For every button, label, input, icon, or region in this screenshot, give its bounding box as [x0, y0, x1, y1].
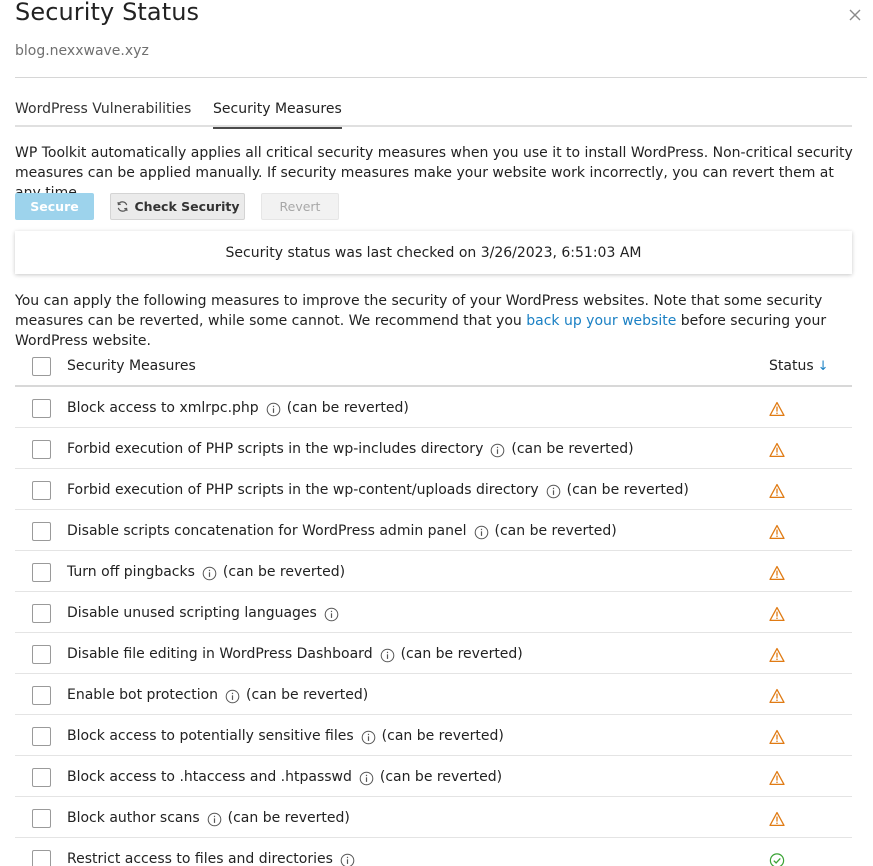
info-text-after: before securing your WordPress website. — [15, 313, 827, 349]
revertible-note: (can be reverted) — [494, 522, 617, 539]
table-row — [15, 756, 852, 797]
row-checkbox[interactable] — [32, 686, 51, 705]
measure-label: Restrict access to files and directories — [67, 850, 333, 866]
warning-icon — [769, 606, 785, 622]
table-row — [15, 592, 852, 633]
warning-icon — [769, 401, 785, 417]
sort-arrow-icon: ↓ — [817, 358, 829, 374]
measure-cell — [67, 715, 504, 756]
close-icon[interactable] — [846, 6, 864, 24]
info-text — [15, 291, 855, 351]
measure-cell — [67, 592, 345, 633]
check-security-button[interactable] — [110, 193, 245, 220]
table-row — [15, 633, 852, 674]
row-checkbox[interactable] — [32, 645, 51, 664]
row-checkbox[interactable] — [32, 481, 51, 500]
measure-label: Block access to potentially sensitive files — [67, 727, 354, 744]
measure-cell — [67, 633, 523, 674]
column-header-status[interactable] — [769, 345, 829, 387]
column-header-measures — [67, 345, 196, 387]
secure-button[interactable]: Secure — [15, 193, 94, 220]
table-row — [15, 797, 852, 838]
info-icon[interactable] — [266, 402, 281, 417]
warning-icon — [769, 524, 785, 540]
measure-label: Disable scripts concatenation for WordPress admin panel — [67, 522, 467, 539]
measure-cell — [67, 674, 368, 715]
column-header-measures-label: Security Measures — [67, 358, 196, 374]
row-checkbox[interactable] — [32, 768, 51, 787]
warning-icon — [769, 688, 785, 704]
security-measures-table — [15, 345, 852, 866]
info-icon[interactable] — [207, 812, 222, 827]
tab-wordpress-vulnerabilities[interactable]: WordPress Vulnerabilities — [15, 101, 192, 117]
measure-label: Disable file editing in WordPress Dashboard — [67, 645, 373, 662]
warning-icon — [769, 647, 785, 663]
refresh-icon — [116, 200, 129, 213]
row-checkbox[interactable] — [32, 399, 51, 418]
table-header — [15, 345, 852, 387]
revert-button[interactable]: Revert — [261, 193, 339, 220]
tab-security-measures[interactable]: Security Measures — [213, 101, 342, 127]
backup-link[interactable]: back up your website — [526, 313, 677, 329]
last-checked-banner — [15, 231, 852, 274]
table-row — [15, 551, 852, 592]
table-row — [15, 838, 852, 866]
tab-bar — [15, 101, 852, 127]
measure-cell — [67, 469, 689, 510]
revertible-note: (can be reverted) — [379, 768, 503, 785]
warning-icon — [769, 811, 785, 827]
info-icon[interactable] — [380, 648, 395, 663]
column-header-status-label: Status — [769, 358, 814, 374]
row-checkbox[interactable] — [32, 440, 51, 459]
info-icon[interactable] — [324, 607, 339, 622]
check-security-label: Check Security — [134, 199, 240, 214]
revertible-note: (can be reverted) — [400, 645, 523, 662]
revertible-note: (can be reverted) — [566, 481, 689, 498]
page-title: Security Status — [15, 0, 200, 26]
measure-cell — [67, 797, 350, 838]
info-icon[interactable] — [490, 443, 505, 458]
table-row — [15, 387, 852, 428]
row-checkbox[interactable] — [32, 850, 51, 866]
measure-label: Block access to xmlrpc.php — [67, 399, 259, 416]
measure-label: Enable bot protection — [67, 686, 219, 703]
info-icon[interactable] — [359, 771, 374, 786]
warning-icon — [769, 770, 785, 786]
revertible-note: (can be reverted) — [222, 563, 346, 580]
revertible-note: (can be reverted) — [381, 727, 504, 744]
measure-label: Forbid execution of PHP scripts in the wp-includes directory — [67, 440, 484, 457]
measure-label: Block author scans — [67, 809, 200, 826]
warning-icon — [769, 565, 785, 581]
info-icon[interactable] — [225, 689, 240, 704]
table-row — [15, 469, 852, 510]
measure-cell — [67, 387, 409, 428]
row-checkbox[interactable] — [32, 563, 51, 582]
row-checkbox[interactable] — [32, 809, 51, 828]
table-row — [15, 428, 852, 469]
measure-cell — [67, 428, 634, 469]
info-icon[interactable] — [361, 730, 376, 745]
measure-label: Turn off pingbacks — [67, 563, 195, 580]
row-checkbox[interactable] — [32, 727, 51, 746]
revertible-note: (can be reverted) — [246, 686, 369, 703]
table-row — [15, 674, 852, 715]
check-circle-icon — [769, 852, 785, 866]
measure-label: Block access to .htaccess and .htpasswd — [67, 768, 352, 785]
row-checkbox[interactable] — [32, 604, 51, 623]
info-icon[interactable] — [202, 566, 217, 581]
table-row — [15, 510, 852, 551]
revertible-note: (can be reverted) — [511, 440, 634, 457]
measure-cell — [67, 510, 617, 551]
select-all-checkbox[interactable] — [32, 357, 51, 376]
warning-icon — [769, 442, 785, 458]
warning-icon — [769, 483, 785, 499]
warning-icon — [769, 729, 785, 745]
description-text: WP Toolkit automatically applies all critical security measures when you use it to install WordPress. Non-critical security measures can be applied manually. If security measures make your website work incorrectly, you can revert them at — [15, 145, 853, 181]
measure-cell — [67, 838, 361, 866]
row-checkbox[interactable] — [32, 522, 51, 541]
info-icon[interactable] — [340, 853, 355, 866]
last-checked-text: Security status was last checked on 3/26/2023, 6:51:03 AM — [225, 244, 642, 261]
measure-label: Disable unused scripting languages — [67, 604, 317, 621]
header-divider — [15, 77, 867, 78]
info-icon[interactable] — [546, 484, 561, 499]
revertible-note: (can be reverted) — [227, 809, 350, 826]
revertible-note: (can be reverted) — [286, 399, 409, 416]
measure-cell — [67, 551, 345, 592]
site-domain: blog.nexxwave.xyz — [15, 43, 149, 59]
info-icon[interactable] — [474, 525, 489, 540]
info-text-before: You can apply the following measures to improve the security of your WordPress websites. Note that some security measures can be reverted, while some cannot. We recommend that you — [15, 293, 823, 329]
measure-cell — [67, 756, 502, 797]
measure-label: Forbid execution of PHP scripts in the wp-content/uploads directory — [67, 481, 539, 498]
table-row — [15, 715, 852, 756]
